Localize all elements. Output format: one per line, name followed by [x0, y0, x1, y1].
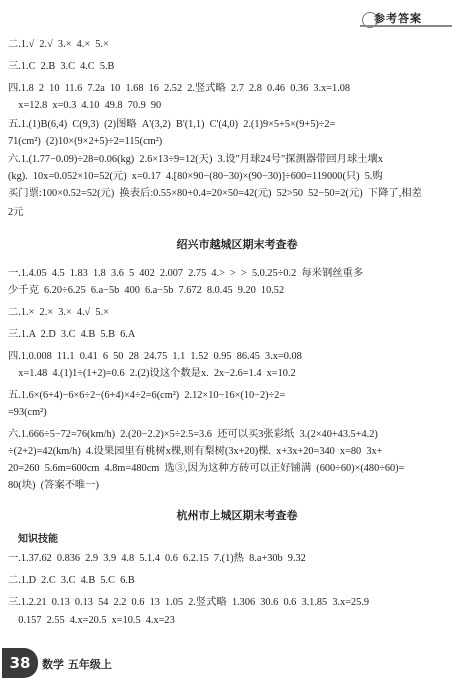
answer-line: ÷(2+2)=42(km/h) 4.设果园里有桃树x棵,则有梨树(3x+20)棵. x+3x+20=340 x=80 3x+: [8, 446, 383, 457]
answer-line: 2元: [8, 207, 24, 218]
answer-line: x=1.48 4.(1)1÷(1+2)=0.6 2.(2)设这个数是x. 2x−2.6=1.4 x=10.2: [8, 368, 296, 379]
answer-line: 四.1.8 2 10 11.6 7.2a 10 1.68 16 2.52 2.竖式略 2.7 2.8 0.46 0.36 3.x=1.08: [8, 83, 351, 94]
page-footer: [0, 648, 474, 685]
tag-label: 参考答案: [374, 12, 422, 25]
answer-line: =93(cm²): [8, 407, 47, 418]
answer-line: 二.1.× 2.× 3.× 4.√ 5.×: [8, 307, 109, 318]
subsection-title: 知识技能: [18, 534, 58, 545]
answer-line: 71(cm²) (2)10×(9×2+5)÷2=115(cm²): [8, 136, 163, 147]
answer-line: 三.1.C 2.B 3.C 4.C 5.B: [8, 61, 115, 72]
answer-line: 二.1.D 2.C 3.C 4.B 5.C 6.B: [8, 575, 135, 586]
answer-line: 一.1.4.05 4.5 1.83 1.8 3.6 5 402 2.007 2.75 4.> > > 5.0.25÷0.2 每米钢丝重多: [8, 268, 364, 279]
answer-line: 一.1.37.62 0.836 2.9 3.9 4.8 5.1.4 0.6 6.2.15 7.(1)热 8.a+30b 9.32: [8, 553, 306, 564]
page-number: 38: [2, 648, 38, 678]
answer-line: x=12.8 x=0.3 4.10 49.8 70.9 90: [8, 100, 162, 111]
answer-line: 二.1.√ 2.√ 3.× 4.× 5.×: [8, 39, 109, 50]
answer-line: 四.1.0.008 11.1 0.41 6 50 28 24.75 1.1 1.52 0.95 86.45 3.x=0.08: [8, 351, 302, 362]
answer-line: 六.1.(1.77−0.09)÷28=0.06(kg) 2.6×13÷9=12(天) 3.设"月球24号"探测器带回月球土壤x: [8, 154, 383, 165]
subject-grade-label: 数学 五年级上: [42, 658, 112, 671]
answer-line: 少千克 6.20÷6.25 6.a−5b 400 6.a−5b 7.672 8.0.45 9.20 10.52: [8, 285, 285, 296]
answer-line: 0.157 2.55 4.x=20.5 x=10.5 4.x=23: [8, 615, 175, 626]
answer-line: 六.1.666÷5−72=76(km/h) 2.(20−2.2)×5÷2.5=3.6 还可以买3张彩纸 3.(2×40+43.5+4.2): [8, 429, 378, 440]
answer-line: 五.1.(1)B(6,4) C(9,3) (2)图略 A'(3,2) B'(1,1) C'(4,0) 2.(1)9×5+5×(9+5)÷2=: [8, 119, 336, 130]
answer-line: 三.1.2.21 0.13 0.13 54 2.2 0.6 13 1.05 2.竖式略 1.306 30.6 0.6 3.1.85 3.x=25.9: [8, 597, 370, 608]
answer-key-tag: [360, 4, 452, 32]
section-title-shaoxing: 绍兴市越城区期末考查卷: [176, 238, 298, 251]
answer-line: (kg). 10x=0.052×10=52(元) x=0.17 4.[80×90−(80−30)×(90−30)]÷600=119000(只) 5.购: [8, 171, 383, 182]
tag-underline: [360, 25, 452, 27]
answer-line: 五.1.6×(6+4)−6×6÷2−(6+4)×4÷2=6(cm²) 2.12×10−16×(10−2)÷2=: [8, 390, 286, 401]
answer-line: 买门票:100×0.52=52(元) 换表后:0.55×80+0.4=20×50=42(元) 52>50 52−50=2(元) 下降了,相差: [8, 188, 422, 199]
answer-line: 三.1.A 2.D 3.C 4.B 5.B 6.A: [8, 329, 136, 340]
answer-line: 20=260 5.6m=600cm 4.8m=480cm 选③,因为这种方砖可以正好铺满 (600÷60)×(480÷60)=: [8, 463, 405, 474]
answer-line: 80(块) (答案不唯一): [8, 480, 99, 491]
section-title-hangzhou: 杭州市上城区期末考查卷: [176, 509, 298, 522]
